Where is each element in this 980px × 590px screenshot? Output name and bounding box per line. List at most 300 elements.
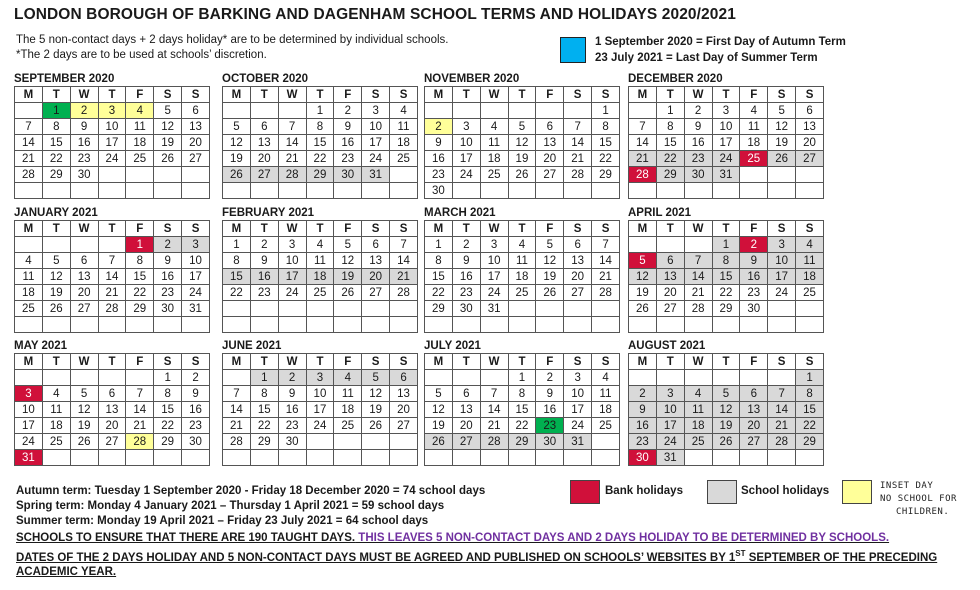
- day-cell: 29: [126, 301, 154, 317]
- day-cell: 3: [98, 103, 126, 119]
- day-cell: 21: [278, 151, 306, 167]
- day-cell: 20: [796, 135, 824, 151]
- empty-cell: [712, 183, 740, 199]
- weekday-header: F: [536, 221, 564, 237]
- day-cell: 3: [480, 237, 508, 253]
- day-cell: 18: [480, 151, 508, 167]
- empty-cell: [656, 370, 684, 386]
- day-cell: 7: [98, 253, 126, 269]
- day-cell: 15: [250, 402, 278, 418]
- month-table: [628, 353, 824, 466]
- weekday-header: W: [684, 354, 712, 370]
- day-cell: 11: [508, 253, 536, 269]
- month-table: [222, 220, 418, 333]
- day-cell: 13: [740, 402, 768, 418]
- day-cell: 29: [508, 434, 536, 450]
- empty-cell: [223, 301, 251, 317]
- month-october-2020: [222, 72, 418, 199]
- weekday-header: T: [712, 87, 740, 103]
- day-cell: 15: [425, 269, 453, 285]
- day-cell: 16: [334, 135, 362, 151]
- day-cell: 20: [656, 285, 684, 301]
- day-cell: 19: [70, 418, 98, 434]
- day-cell: 13: [536, 135, 564, 151]
- day-cell: 30: [154, 301, 182, 317]
- empty-cell: [452, 317, 480, 333]
- day-cell: 11: [126, 119, 154, 135]
- empty-cell: [126, 450, 154, 466]
- day-cell: 9: [334, 119, 362, 135]
- weekday-header: F: [126, 354, 154, 370]
- day-cell: 9: [70, 119, 98, 135]
- day-cell: 11: [42, 402, 70, 418]
- empty-cell: [154, 450, 182, 466]
- month-february-2021: [222, 206, 418, 333]
- policy-line-2: [16, 549, 937, 564]
- weekday-header: S: [390, 87, 418, 103]
- empty-cell: [334, 317, 362, 333]
- weekday-header: S: [154, 87, 182, 103]
- day-cell: 11: [684, 402, 712, 418]
- empty-cell: [480, 370, 508, 386]
- day-cell: 25: [306, 285, 334, 301]
- day-cell: 5: [70, 386, 98, 402]
- empty-cell: [712, 317, 740, 333]
- day-cell: 18: [15, 285, 43, 301]
- month-table: [628, 220, 824, 333]
- day-cell: 27: [362, 285, 390, 301]
- empty-cell: [182, 167, 210, 183]
- empty-cell: [42, 317, 70, 333]
- day-cell: 11: [15, 269, 43, 285]
- day-cell: 14: [278, 135, 306, 151]
- empty-cell: [15, 370, 43, 386]
- day-cell: 18: [390, 135, 418, 151]
- day-cell: 24: [480, 285, 508, 301]
- day-cell: 31: [712, 167, 740, 183]
- day-cell: 14: [223, 402, 251, 418]
- empty-cell: [768, 370, 796, 386]
- day-cell: 2: [278, 370, 306, 386]
- policy-taught-days: SCHOOLS TO ENSURE THAT THERE ARE 190 TAUGHT DAYS.: [16, 532, 356, 544]
- weekday-header: W: [684, 221, 712, 237]
- day-cell: 27: [70, 301, 98, 317]
- day-cell: 22: [126, 285, 154, 301]
- weekday-header: S: [182, 221, 210, 237]
- month-table: [14, 86, 210, 199]
- weekday-header: S: [768, 221, 796, 237]
- empty-cell: [508, 103, 536, 119]
- empty-cell: [42, 237, 70, 253]
- day-cell: 5: [42, 253, 70, 269]
- day-cell: 13: [98, 402, 126, 418]
- empty-cell: [740, 370, 768, 386]
- day-cell: 19: [42, 285, 70, 301]
- empty-cell: [223, 370, 251, 386]
- weekday-header: F: [536, 354, 564, 370]
- day-cell: 4: [796, 237, 824, 253]
- empty-cell: [508, 450, 536, 466]
- weekday-header: S: [362, 87, 390, 103]
- day-cell: 26: [425, 434, 453, 450]
- weekday-header: S: [564, 87, 592, 103]
- day-cell: 22: [656, 151, 684, 167]
- day-cell: 6: [250, 119, 278, 135]
- day-cell: 1: [592, 103, 620, 119]
- policy-line-3: ACADEMIC YEAR.: [16, 566, 117, 578]
- empty-cell: [154, 167, 182, 183]
- day-cell: 4: [126, 103, 154, 119]
- month-title: JANUARY 2021: [14, 207, 98, 219]
- empty-cell: [98, 183, 126, 199]
- school-holiday-label: School holidays: [741, 485, 830, 497]
- day-cell: 21: [223, 418, 251, 434]
- day-cell: 2: [536, 370, 564, 386]
- weekday-header: W: [278, 87, 306, 103]
- month-may-2021: [14, 339, 210, 466]
- empty-cell: [684, 317, 712, 333]
- empty-cell: [126, 183, 154, 199]
- empty-cell: [656, 237, 684, 253]
- day-cell: 13: [796, 119, 824, 135]
- day-cell: 16: [452, 269, 480, 285]
- day-cell: 22: [796, 418, 824, 434]
- day-cell: 18: [126, 135, 154, 151]
- day-cell: 30: [452, 301, 480, 317]
- empty-cell: [390, 434, 418, 450]
- empty-cell: [796, 301, 824, 317]
- day-cell: 31: [15, 450, 43, 466]
- inset-note-line3: CHILDREN.: [896, 507, 950, 517]
- day-cell: 5: [223, 119, 251, 135]
- month-table: [222, 353, 418, 466]
- policy-non-contact: THIS LEAVES 5 NON-CONTACT DAYS AND 2 DAYS HOLIDAY TO BE DETERMINED BY SCHOOLS.: [355, 532, 890, 544]
- day-cell: 19: [629, 285, 657, 301]
- day-cell: 9: [629, 402, 657, 418]
- day-cell: 16: [278, 402, 306, 418]
- empty-cell: [740, 450, 768, 466]
- day-cell: 24: [768, 285, 796, 301]
- day-cell: 28: [564, 167, 592, 183]
- day-cell: 8: [223, 253, 251, 269]
- day-cell: 10: [480, 253, 508, 269]
- day-cell: 3: [306, 370, 334, 386]
- day-cell: 17: [656, 418, 684, 434]
- empty-cell: [70, 317, 98, 333]
- day-cell: 25: [15, 301, 43, 317]
- month-table: [14, 353, 210, 466]
- day-cell: 22: [592, 151, 620, 167]
- spring-term: Spring term: Monday 4 January 2021 – Thursday 1 April 2021 = 59 school days: [16, 500, 445, 512]
- empty-cell: [182, 183, 210, 199]
- day-cell: 1: [796, 370, 824, 386]
- day-cell: 18: [740, 135, 768, 151]
- empty-cell: [390, 450, 418, 466]
- weekday-header: W: [480, 354, 508, 370]
- empty-cell: [362, 183, 390, 199]
- day-cell: 6: [564, 237, 592, 253]
- weekday-header: F: [126, 87, 154, 103]
- empty-cell: [278, 103, 306, 119]
- day-cell: 2: [629, 386, 657, 402]
- day-cell: 13: [452, 402, 480, 418]
- empty-cell: [629, 183, 657, 199]
- day-cell: 22: [712, 285, 740, 301]
- day-cell: 13: [656, 269, 684, 285]
- day-cell: 28: [768, 434, 796, 450]
- weekday-header: F: [740, 221, 768, 237]
- day-cell: 8: [712, 253, 740, 269]
- empty-cell: [564, 301, 592, 317]
- day-cell: 11: [480, 135, 508, 151]
- empty-cell: [425, 450, 453, 466]
- day-cell: 13: [70, 269, 98, 285]
- empty-cell: [508, 183, 536, 199]
- day-cell: 4: [480, 119, 508, 135]
- empty-cell: [306, 434, 334, 450]
- day-cell: 26: [70, 434, 98, 450]
- day-cell: 14: [629, 135, 657, 151]
- month-table: [424, 220, 620, 333]
- day-cell: 15: [126, 269, 154, 285]
- day-cell: 14: [684, 269, 712, 285]
- day-cell: 3: [768, 237, 796, 253]
- day-cell: 12: [334, 253, 362, 269]
- day-cell: 28: [15, 167, 43, 183]
- day-cell: 7: [629, 119, 657, 135]
- day-cell: 16: [536, 402, 564, 418]
- weekday-header: M: [223, 221, 251, 237]
- day-cell: 22: [508, 418, 536, 434]
- day-cell: 4: [306, 237, 334, 253]
- weekday-header: T: [452, 354, 480, 370]
- day-cell: 29: [250, 434, 278, 450]
- day-cell: 30: [684, 167, 712, 183]
- day-cell: 25: [42, 434, 70, 450]
- month-march-2021: [424, 206, 620, 333]
- day-cell: 15: [42, 135, 70, 151]
- day-cell: 26: [362, 418, 390, 434]
- empty-cell: [70, 450, 98, 466]
- empty-cell: [480, 103, 508, 119]
- day-cell: 17: [278, 269, 306, 285]
- day-cell: 4: [390, 103, 418, 119]
- weekday-header: S: [362, 221, 390, 237]
- month-title: NOVEMBER 2020: [424, 73, 520, 85]
- day-cell: 26: [508, 167, 536, 183]
- day-cell: 30: [334, 167, 362, 183]
- day-cell: 12: [536, 253, 564, 269]
- day-cell: 2: [154, 237, 182, 253]
- day-cell: 9: [425, 135, 453, 151]
- page-title: LONDON BOROUGH OF BARKING AND DAGENHAM SCHOOL TERMS AND HOLIDAYS 2020/2021: [14, 6, 736, 23]
- day-cell: 12: [362, 386, 390, 402]
- weekday-header: S: [796, 87, 824, 103]
- month-june-2021: [222, 339, 418, 466]
- day-cell: 30: [425, 183, 453, 199]
- weekday-header: T: [98, 221, 126, 237]
- day-cell: 9: [278, 386, 306, 402]
- empty-cell: [768, 450, 796, 466]
- day-cell: 16: [154, 269, 182, 285]
- day-cell: 2: [425, 119, 453, 135]
- month-title: JUNE 2021: [222, 340, 282, 352]
- day-cell: 29: [592, 167, 620, 183]
- day-cell: 21: [684, 285, 712, 301]
- weekday-header: S: [768, 354, 796, 370]
- day-cell: 8: [126, 253, 154, 269]
- day-cell: 17: [768, 269, 796, 285]
- day-cell: 4: [684, 386, 712, 402]
- weekday-header: T: [508, 87, 536, 103]
- day-cell: 10: [362, 119, 390, 135]
- day-cell: 18: [334, 402, 362, 418]
- day-cell: 19: [154, 135, 182, 151]
- day-cell: 25: [390, 151, 418, 167]
- empty-cell: [592, 450, 620, 466]
- empty-cell: [536, 317, 564, 333]
- empty-cell: [768, 301, 796, 317]
- empty-cell: [768, 183, 796, 199]
- day-cell: 21: [564, 151, 592, 167]
- day-cell: 31: [362, 167, 390, 183]
- month-title: SEPTEMBER 2020: [14, 73, 115, 85]
- empty-cell: [480, 450, 508, 466]
- weekday-header: T: [306, 221, 334, 237]
- day-cell: 27: [452, 434, 480, 450]
- month-title: FEBRUARY 2021: [222, 207, 315, 219]
- day-cell: 9: [452, 253, 480, 269]
- day-cell: 1: [223, 237, 251, 253]
- day-cell: 24: [98, 151, 126, 167]
- empty-cell: [334, 450, 362, 466]
- empty-cell: [425, 317, 453, 333]
- empty-cell: [98, 167, 126, 183]
- day-cell: 13: [182, 119, 210, 135]
- day-cell: 19: [334, 269, 362, 285]
- day-cell: 19: [712, 418, 740, 434]
- day-cell: 29: [306, 167, 334, 183]
- empty-cell: [306, 301, 334, 317]
- weekday-header: W: [278, 221, 306, 237]
- day-cell: 3: [182, 237, 210, 253]
- empty-cell: [15, 317, 43, 333]
- day-cell: 5: [712, 386, 740, 402]
- day-cell: 11: [306, 253, 334, 269]
- weekday-header: M: [629, 87, 657, 103]
- empty-cell: [592, 434, 620, 450]
- day-cell: 1: [425, 237, 453, 253]
- day-cell: 2: [182, 370, 210, 386]
- empty-cell: [98, 450, 126, 466]
- day-cell: 30: [70, 167, 98, 183]
- weekday-header: T: [452, 87, 480, 103]
- day-cell: 18: [508, 269, 536, 285]
- weekday-header: S: [154, 354, 182, 370]
- month-september-2020: [14, 72, 210, 199]
- day-cell: 10: [15, 402, 43, 418]
- day-cell: 16: [70, 135, 98, 151]
- empty-cell: [564, 450, 592, 466]
- day-cell: 19: [223, 151, 251, 167]
- day-cell: 27: [536, 167, 564, 183]
- day-cell: 25: [684, 434, 712, 450]
- day-cell: 14: [564, 135, 592, 151]
- weekday-header: M: [15, 87, 43, 103]
- empty-cell: [536, 183, 564, 199]
- weekday-header: S: [154, 221, 182, 237]
- day-cell: 26: [768, 151, 796, 167]
- empty-cell: [536, 103, 564, 119]
- day-cell: 2: [452, 237, 480, 253]
- day-cell: 31: [656, 450, 684, 466]
- day-cell: 22: [42, 151, 70, 167]
- day-cell: 17: [306, 402, 334, 418]
- weekday-header: S: [182, 87, 210, 103]
- month-title: DECEMBER 2020: [628, 73, 723, 85]
- day-cell: 5: [768, 103, 796, 119]
- day-cell: 26: [154, 151, 182, 167]
- empty-cell: [250, 183, 278, 199]
- day-cell: 14: [126, 402, 154, 418]
- day-cell: 9: [684, 119, 712, 135]
- day-cell: 10: [278, 253, 306, 269]
- day-cell: 9: [536, 386, 564, 402]
- weekday-header: S: [768, 87, 796, 103]
- month-august-2021: [628, 339, 824, 466]
- empty-cell: [684, 450, 712, 466]
- day-cell: 18: [42, 418, 70, 434]
- day-cell: 30: [740, 301, 768, 317]
- day-cell: 31: [480, 301, 508, 317]
- day-cell: 22: [223, 285, 251, 301]
- weekday-header: W: [70, 87, 98, 103]
- month-title: JULY 2021: [424, 340, 481, 352]
- day-cell: 12: [508, 135, 536, 151]
- day-cell: 10: [452, 135, 480, 151]
- day-cell: 23: [452, 285, 480, 301]
- empty-cell: [154, 183, 182, 199]
- month-april-2021: [628, 206, 824, 333]
- weekday-header: S: [796, 354, 824, 370]
- day-cell: 9: [250, 253, 278, 269]
- day-cell: 15: [796, 402, 824, 418]
- day-cell: 28: [98, 301, 126, 317]
- weekday-header: S: [362, 354, 390, 370]
- day-cell: 24: [278, 285, 306, 301]
- day-cell: 1: [42, 103, 70, 119]
- empty-cell: [362, 450, 390, 466]
- empty-cell: [740, 183, 768, 199]
- day-cell: 6: [70, 253, 98, 269]
- day-cell: 12: [768, 119, 796, 135]
- school-holiday-swatch: [707, 480, 737, 504]
- weekday-header: F: [334, 221, 362, 237]
- day-cell: 14: [768, 402, 796, 418]
- day-cell: 6: [390, 370, 418, 386]
- day-cell: 25: [480, 167, 508, 183]
- month-table: [424, 353, 620, 466]
- day-cell: 7: [480, 386, 508, 402]
- empty-cell: [796, 450, 824, 466]
- day-cell: 23: [536, 418, 564, 434]
- empty-cell: [362, 301, 390, 317]
- day-cell: 27: [182, 151, 210, 167]
- day-cell: 2: [250, 237, 278, 253]
- day-cell: 14: [15, 135, 43, 151]
- day-cell: 29: [796, 434, 824, 450]
- day-cell: 14: [480, 402, 508, 418]
